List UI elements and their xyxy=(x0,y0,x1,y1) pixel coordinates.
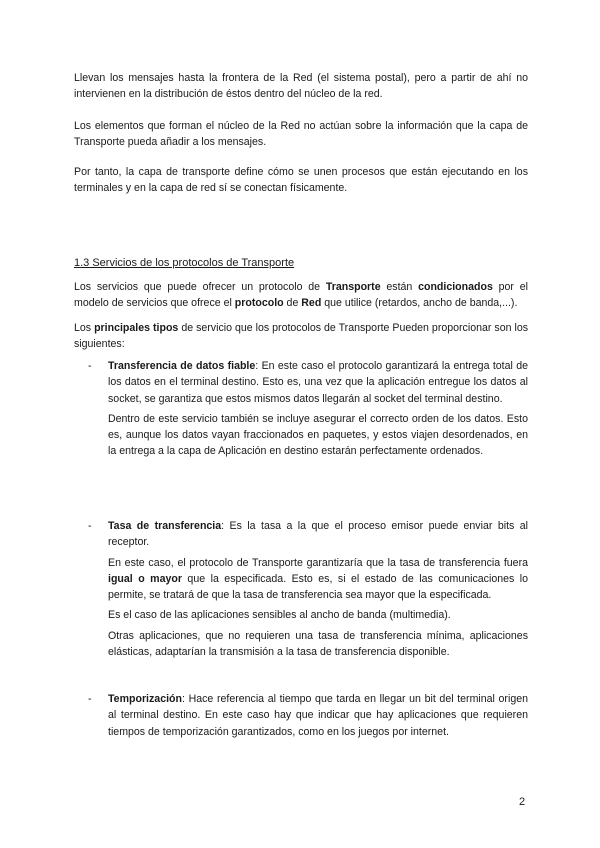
bullet-2-term: Tasa de transferencia xyxy=(108,520,222,532)
text-run: de xyxy=(283,297,302,310)
bullet-transfer-rate xyxy=(88,518,528,660)
text-run: : En este caso el protocolo garantizará la entrega total de los datos en el terminal destino. Esto es, una vez que la aplicación entregue los datos al socket, se garantiza que estos mismos datos llegarán al socket del terminal destino. xyxy=(108,360,528,405)
bullet-3-term: Temporización xyxy=(108,693,182,705)
bullet-marker: - xyxy=(88,693,92,705)
bullet-1-paragraph-2: Dentro de este servicio también se incluye asegurar el correcto orden de los datos. Esto es, aunque los datos vayan fraccionados en paquetes, y estos viajen desordenados, en la entrega a la capa de Aplicación en destino estarán perfectamente ordenados. xyxy=(108,412,528,458)
bold-term: protocolo xyxy=(234,297,284,310)
bullet-2-paragraph-2 xyxy=(108,555,528,604)
intro-paragraph-3: Por tanto, la capa de transporte define cómo se unen procesos que están ejecutando en los terminales y en la capa de red sí se conectan físicamente. xyxy=(74,166,528,195)
intro-paragraph-2: Los elementos que forman el núcleo de la Red no actúan sobre la información que la capa de Transporte pueda añadir a los mensajes. xyxy=(74,120,528,149)
text-run: En este caso, el protocolo de Transporte garantizaría que la tasa de transferencia fuera xyxy=(108,556,528,569)
intro-paragraph-1: Llevan los mensajes hasta la frontera de la Red (el sistema postal), pero a partir de ahí no intervienen en la distribución de éstos dentro del núcleo de la red. xyxy=(74,72,528,101)
text-run: : Es la tasa a la que el proceso emisor puede enviar bits al receptor. xyxy=(108,520,528,549)
bullet-1-term: Transferencia de datos fiable xyxy=(108,360,256,372)
text-run: por el modelo de servicios que ofrece el xyxy=(74,281,528,310)
section-heading: 1.3 Servicios de los protocolos de Transporte xyxy=(74,257,295,269)
bold-term: Transporte xyxy=(325,281,381,293)
section-paragraph-1 xyxy=(74,279,528,312)
section-paragraph-2 xyxy=(74,320,528,353)
text-run: Los servicios que puede ofrecer un protocolo de xyxy=(74,281,326,293)
text-run: de servicio que los protocolos de Transporte Pueden proporcionar son los siguientes: xyxy=(74,322,529,351)
bullet-marker: - xyxy=(88,520,92,532)
bullet-2-paragraph-4: Otras aplicaciones, que no requieren una tasa de transferencia mínima, aplicaciones elásticas, adaptarían la transmisión a la tasa de transferencia disponible. xyxy=(108,629,528,659)
bold-term: principales xyxy=(94,322,151,334)
page-number: 2 xyxy=(519,796,526,808)
bold-term: condicionados xyxy=(418,281,493,293)
bullet-timing xyxy=(88,691,528,740)
text-run: Los xyxy=(74,322,95,334)
bullet-1-paragraph-1 xyxy=(108,358,528,407)
bullet-marker: - xyxy=(88,360,92,372)
text-run: están xyxy=(380,281,419,293)
bullet-2-paragraph-1 xyxy=(108,518,528,551)
text-run: : Hace referencia al tiempo que tarda en llegar un bit del terminal origen al terminal destino. En este caso hay que indicar que hay aplicaciones que requieren tiempos de temporización garantizados, como en los juegos por internet. xyxy=(108,693,528,738)
bullet-3-paragraph-1 xyxy=(108,691,528,740)
bullet-reliable-transfer xyxy=(88,358,528,460)
bold-term: tipos xyxy=(153,322,179,334)
bold-term: Red xyxy=(301,297,322,310)
text-run: que utilice (retardos, ancho de banda,...). xyxy=(321,297,518,310)
bullet-2-paragraph-3: Es el caso de las aplicaciones sensibles al ancho de banda (multimedia). xyxy=(108,609,451,622)
text-run: que la especificada. Esto es, si el estado de las comunicaciones lo permite, se tratará de que la tasa de transferencia sea mayor que la especificada. xyxy=(108,572,529,602)
bold-term: igual o mayor xyxy=(108,572,182,585)
